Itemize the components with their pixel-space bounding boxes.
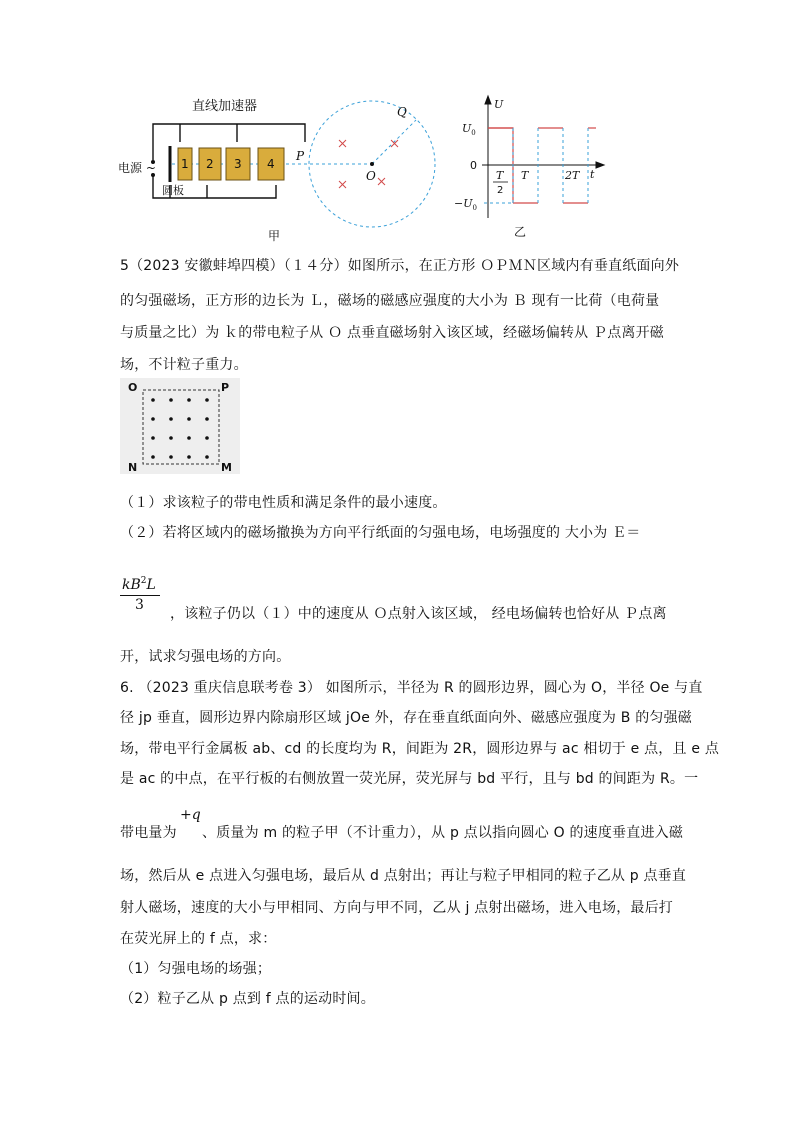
- field-dot: [169, 398, 173, 402]
- point-o-label: O: [366, 169, 376, 183]
- q6-line7: 射人磁场，速度的大小与甲相同、方向与甲不同，乙从 j 点射出磁场，进入电场，最后打: [120, 900, 673, 916]
- square-n-label: N: [128, 461, 138, 474]
- q6-line6: 场，然后从 e 点进入匀强电场，最后从 d 点射出；再让与粒子甲相同的粒子乙从 p 点垂直: [120, 868, 687, 884]
- figure-caption-yi: 乙: [514, 225, 527, 239]
- square-m-label: M: [221, 461, 232, 474]
- figure-caption-jia: 甲: [268, 229, 281, 243]
- drift-tube-label: 2: [206, 157, 214, 171]
- field-dot: [151, 417, 155, 421]
- q6-line2: 径 jp 垂直，圆形边界内除扇形区域 jOe 外，存在垂直纸面向外、磁感应强度为 B 的匀强磁: [120, 710, 693, 726]
- charge-symbol: +q: [180, 807, 201, 823]
- drift-tube-label: 4: [267, 157, 275, 171]
- q6-line5a: 带电量为: [120, 825, 177, 841]
- q6-line5b: 、质量为 m 的粒子甲（不计重力），从 p 点以指向圆心 O 的速度垂直进入磁: [202, 825, 684, 841]
- q6-line8: 在荧光屏上的 f 点，求：: [120, 931, 277, 947]
- axis-t-label: t: [590, 168, 595, 181]
- field-dot: [151, 398, 155, 402]
- field-dot: [169, 417, 173, 421]
- q6-sub2: （2）粒子乙从 p 点到 f 点的运动时间。: [120, 991, 375, 1007]
- q6-line3: 场，带电平行金属板 ab、cd 的长度均为 R，间距为 2R，圆形边界与 ac 相切于 e 点，且 e 点: [120, 741, 720, 757]
- tick-2t-label: 2T: [565, 169, 580, 182]
- point-q-label: Q: [397, 105, 407, 119]
- field-fraction-numerator: $kB^2L$: [122, 576, 156, 593]
- drift-tube-label: 3: [234, 157, 242, 171]
- plate-label: 圆板: [162, 184, 184, 197]
- q5-line3: 与质量之比）为 ｋ的带电粒子从 Ｏ 点垂直磁场射入该区域，经磁场偏转从 Ｐ点离开磁: [120, 325, 664, 341]
- drift-tube-label: 1: [181, 157, 189, 171]
- fraction-bar: [120, 595, 160, 596]
- square-field-figure: [120, 378, 240, 474]
- field-dot: [187, 436, 191, 440]
- q5-sub1: （１）求该粒子的带电性质和满足条件的最小速度。: [120, 495, 447, 511]
- q5-sub2-cont: ，该粒子仍以（１）中的速度从 Ｏ点射入该区域， 经电场偏转也恰好从 Ｐ点离: [170, 606, 667, 622]
- field-dot: [151, 436, 155, 440]
- voltage-graph: [448, 92, 608, 242]
- field-dot: [205, 455, 209, 459]
- tick-half-t-den: 2: [497, 185, 504, 196]
- field-dot: [187, 455, 191, 459]
- q6-line1: 6. （2023 重庆信息联考卷 3） 如图所示，半径为 R 的圆形边界，圆心为 O，半径 Oe 与直: [120, 680, 703, 696]
- q5-line4: 场，不计粒子重力。: [120, 357, 248, 373]
- q5-line1: 5（2023 安徽蚌埠四模）（１４分）如图所示，在正方形 ＯＰＭＮ区域内有垂直纸面向外: [120, 258, 680, 274]
- field-dot: [205, 436, 209, 440]
- q6-sub1: （1）匀强电场的场强；: [120, 961, 272, 977]
- power-label: 电源 ~: [118, 161, 156, 175]
- field-dot: [205, 417, 209, 421]
- neg-u0-label: $-U_0$: [454, 197, 477, 212]
- accelerator-figure: [110, 90, 450, 250]
- q5-sub2: （２）若将区域内的磁场撤换为方向平行纸面的匀强电场，电场强度的 大小为 Ｅ＝: [120, 525, 641, 541]
- square-p-label: P: [221, 381, 230, 394]
- field-fraction-denominator: 3: [135, 597, 144, 613]
- tick-t-label: T: [521, 169, 529, 182]
- q6-line4: 是 ac 的中点，在平行板的右侧放置一荧光屏，荧光屏与 bd 平行，且与 bd 的间距为 R。一: [120, 771, 699, 787]
- square-o-label: O: [128, 381, 138, 394]
- q5-line2: 的匀强磁场，正方形的边长为 Ｌ，磁场的磁感应强度的大小为 Ｂ 现有一比荷（电荷量: [120, 293, 660, 309]
- field-dot: [169, 436, 173, 440]
- accelerator-title: 直线加速器: [192, 99, 258, 114]
- zero-label: 0: [470, 159, 477, 172]
- field-dot: [187, 398, 191, 402]
- u0-label: $U_0$: [462, 122, 476, 137]
- axis-u-label: U: [494, 98, 504, 111]
- field-dot: [151, 455, 155, 459]
- field-dot: [205, 398, 209, 402]
- field-dot: [187, 417, 191, 421]
- point-p-label: P: [296, 149, 305, 163]
- tick-half-t-num: T: [496, 169, 504, 182]
- q5-sub2-end: 开，试求匀强电场的方向。: [120, 649, 291, 665]
- field-dot: [169, 455, 173, 459]
